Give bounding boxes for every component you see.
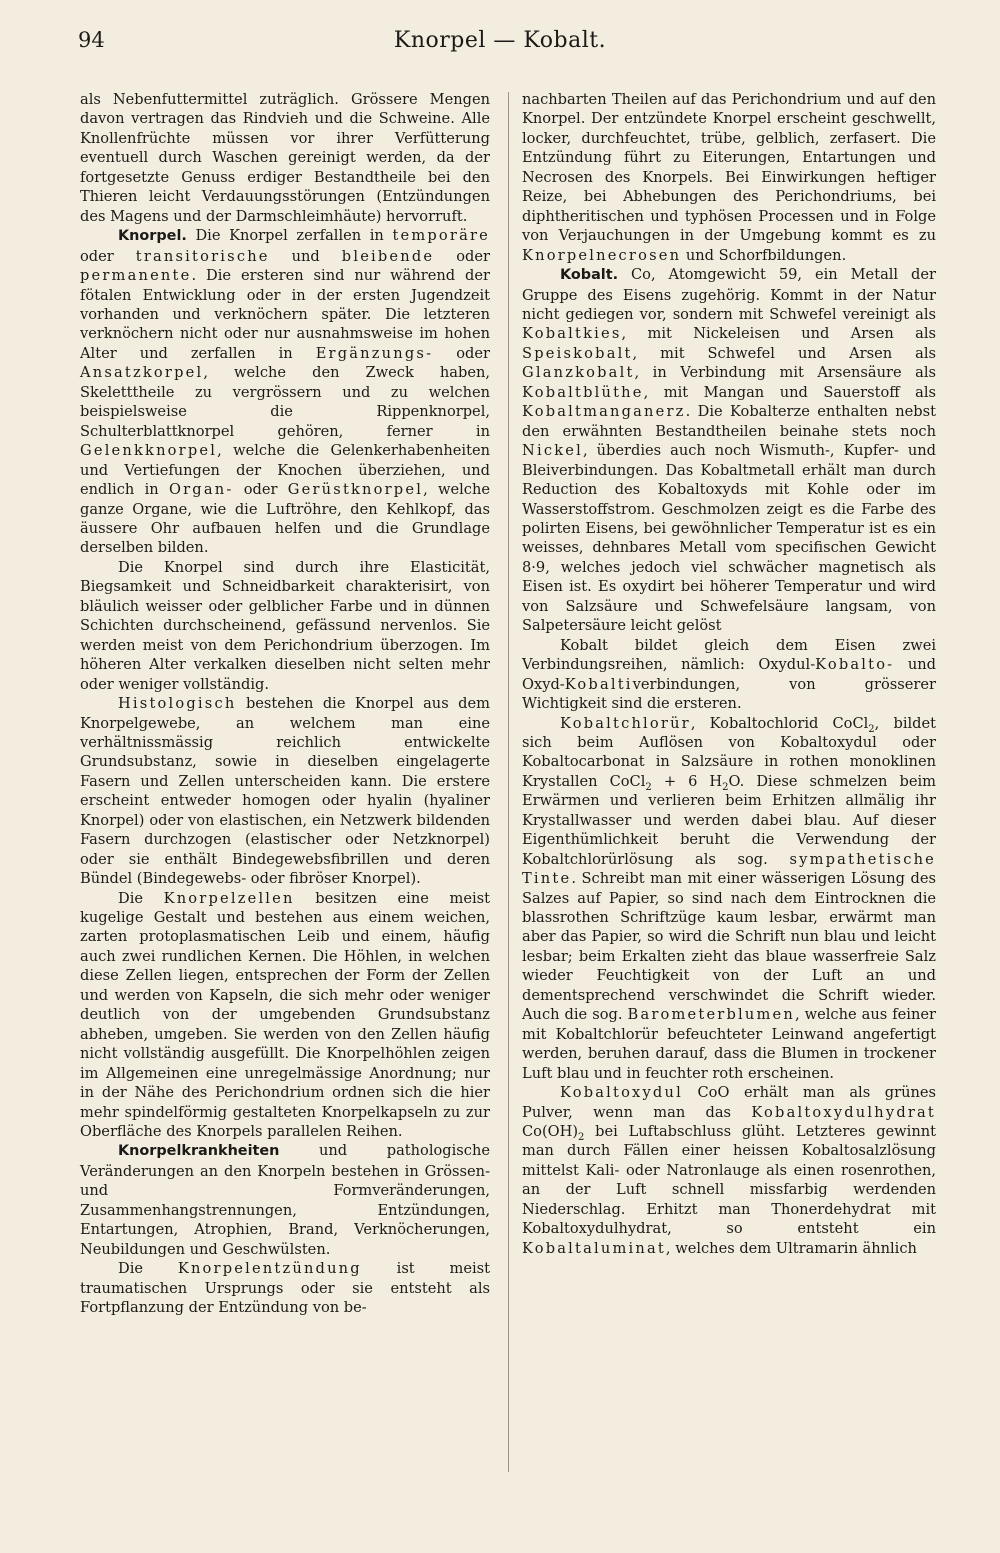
text-run: , in Verbindung mit Arsensäure als — [634, 364, 936, 382]
text-run: CoO erhält man als grünes Pulver, wenn man das — [522, 1084, 936, 1121]
text-run: , welche die Gelenkerhabenheiten und Vertiefungen der Knochen überziehen, und endlich in — [80, 442, 490, 499]
text-run: oder — [433, 344, 490, 362]
text-run: , mit Mangan und Sauerstoff als — [643, 383, 936, 401]
spaced-term: temporäre — [392, 227, 490, 245]
text-run: Die Knorpel zerfallen in — [186, 227, 393, 245]
text-run: Co, Atomgewicht 59, ein Metall der Gruppe des Eisens zugehörig. Kommt in der Natur nicht gediegen vor, sondern mit Schwefel vereinigt als — [522, 266, 936, 323]
spaced-term: transitorische — [135, 247, 270, 265]
spaced-term: Gerüstknorpel — [287, 481, 424, 499]
spaced-term: Kobaltmanganerz — [522, 403, 686, 421]
spaced-term: Nickel — [522, 442, 583, 460]
text-run: , welches dem Ultramarin ähnlich — [665, 1239, 917, 1257]
left-column — [80, 90, 490, 1318]
text-run: , Kobaltochlorid CoCl — [690, 714, 869, 732]
text-run: , welche aus feiner mit Kobaltchlorür befeuchteter Leinwand angefertigt werden, beruhen darauf, dass die Blumen in trockener Luft blau und in feuchter roth erscheinen. — [522, 1006, 936, 1082]
spaced-term: Kobalti — [564, 675, 633, 693]
spaced-term: Gelenkknorpel — [80, 442, 218, 460]
text-run: und Schorfbildungen. — [681, 246, 847, 264]
page-number: 94 — [78, 28, 105, 52]
spaced-term: Knorpelentzündung — [177, 1260, 362, 1278]
text-run: Die — [118, 889, 164, 907]
text-run: , mit Nickeleisen und Arsen als — [621, 325, 936, 343]
spaced-term: Ansatzkorpel — [80, 364, 204, 382]
spaced-term: Kobaltaluminat — [522, 1239, 666, 1257]
text-run: ist meist traumatischen Ursprungs oder sie entsteht als Fortpflanzung der Entzündung von be- — [80, 1260, 490, 1317]
text-run: nachbarten Theilen auf das Perichondrium und auf den Knorpel. Der entzündete Knorpel erscheint geschwellt, locker, durchfeuchtet, trübe, gelblich, zerfasert. Die Entzündung führt zu Eiterungen, Entartungen und Necrosen des Knorpels. Bei Einwirkungen heftiger Reize, bei Abhebungen des Perichondriums, bei diphtheritischen und typhösen Processen und in Folge von Verjauchungen in der Umgebung kommt es zu — [522, 91, 936, 245]
entry-headword: Knorpelkrankheiten — [118, 1143, 280, 1160]
spaced-term: permanente — [80, 267, 192, 285]
spaced-term: sympathetische Tinte — [522, 850, 936, 888]
subscript: 2 — [868, 723, 875, 735]
spaced-term: Glanzkobalt — [522, 364, 635, 382]
spaced-term: bleibende — [341, 247, 435, 265]
entry-headword: Kobalt. — [560, 267, 619, 284]
spaced-term: Kobaltoxydul — [560, 1084, 683, 1102]
text-run: , überdies auch noch Wismuth-, Kupfer- und Bleiverbindungen. Das Kobaltmetall erhält man durch Reduction des Kobaltoxyds mit Kohle oder im Wasserstoffstrom. Geschmolzen zeigt es die Farbe des polirten Eisens, bei gewöhnlicher Temperatur ist es ein weisses, dehnbares Metall vom specifischen Gewicht 8·9, welches jedoch viel schwächer magnetisch als Eisen ist. Es oxydirt bei höherer Temperatur und wird von Salzsäure und Schwefelsäure langsam, von Salpetersäure leicht gelöst — [522, 442, 936, 635]
spaced-term: Kobaltchlorür — [560, 714, 691, 732]
right-column — [522, 90, 936, 1258]
text-run: + 6 H — [651, 772, 723, 790]
text-run: oder — [233, 481, 288, 499]
text-run: und Oxyd- — [522, 656, 936, 693]
spaced-term: Knorpelnecrosen — [522, 246, 682, 264]
subscript: 2 — [578, 1131, 585, 1143]
text-run: O. Diese schmelzen beim Erwärmen und verlieren beim Erhitzen allmälig ihr Krystallwasser und werden dabei blau. Auf dieser Eigenthümlichkeit beruht die Verwendung der Kobaltchlorürlösung als sog. — [522, 772, 936, 868]
spaced-term: Speiskobalt — [522, 344, 633, 362]
text-run: bei Luftabschluss glüht. Letzteres gewinnt man durch Fällen einer heissen Kobaltosalzlösung mittelst Kali- oder Natronlauge als einen rosenrothen, an der Luft schnell missfarbig werdenden Niederschlag. Erhitzt man Thonerdehydrat mit Kobaltoxydulhydrat, so entsteht ein — [522, 1123, 936, 1238]
spaced-term: Histologisch — [118, 695, 237, 713]
paragraph — [522, 714, 936, 1084]
text-run: Die — [118, 1260, 178, 1278]
text-run: oder — [434, 247, 491, 265]
spaced-term: Kobaltkies — [522, 325, 622, 343]
subscript: 2 — [645, 781, 652, 793]
text-run: und — [269, 247, 342, 265]
paragraph — [80, 558, 490, 694]
text-run: besitzen eine meist kugelige Gestalt und bestehen aus einem weichen, zarten protoplasmatischen Leib und einem, häufig auch zwei rundlichen Kernen. Die Höhlen, in welchen diese Zellen liegen, entsprechen der Form der Zellen und werden von Kapseln, die sich mehr oder weniger deutlich von der umgebenden Grundsubstanz abheben, umgeben. Sie werden von den Zellen häufig nicht vollständig ausgefüllt. Die Knorpelhöhlen zeigen im Allgemeinen eine unregelmässige Anordnung; nur in der Nähe des Perichondrium ordnen sich die hier mehr spindelförmig gestalteten Knorpelkapseln zu zur Oberfläche des Knorpels parallelen Reihen. — [80, 889, 490, 1141]
spaced-term: Kobalto- — [815, 656, 895, 674]
text-run: als Nebenfuttermittel zuträglich. Grössere Mengen davon vertragen das Rindvieh und die Schweine. Alle Knollenfrüchte müssen vor ihrer Verfütterung eventuell durch Waschen gereinigt werden, da der fortgesetzte Genuss erdiger Bestandtheile bei den Thieren leicht Verdauungsstörungen (Entzündungen des Magens und der Darmschleimhäute) hervorruft. — [80, 91, 490, 225]
paragraph — [80, 90, 490, 226]
column-divider — [508, 92, 509, 1472]
spaced-term: Ergänzungs- — [315, 344, 434, 362]
entry-kobalt — [522, 265, 936, 636]
text-run: bestehen die Knorpel aus dem Knorpelgewebe, an welchem man eine verhältnissmässig reichlich entwickelte Grundsubstanz, sowie in dieselben eingelagerte Fasern und Zellen unterscheiden kann. Die erstere erscheint entweder homogen oder hyalin (hyaliner Knorpel) oder von elastischen, ein Netzwerk bildenden Fasern durchzogen (elastischer oder Netzknorpel) oder sie enthält Bindegewebsfibrillen und deren Bündel (Bindegewebs- oder fibröser Knorpel). — [80, 695, 490, 888]
text-run: Co(OH) — [522, 1123, 579, 1141]
spaced-term: Organ- — [168, 481, 234, 499]
text-run: . Schreibt man mit einer wässerigen Lösung des Salzes auf Papier, so sind nach dem Eintrocknen die blassrothen Schriftzüge kaum lesbar, erwärmt man aber das Papier, so wird die Schrift nun blau und leicht lesbar; beim Erkalten zieht das blaue wasserfreie Salz wieder Feuchtigkeit von der Luft an und dementsprechend verschwindet die Schrift wieder. Auch die sog. — [522, 870, 936, 1024]
text-run: verbindungen, von grösserer Wichtigkeit sind die ersteren. — [522, 675, 936, 713]
subscript: 2 — [722, 781, 729, 793]
spaced-term: Kobaltblüthe — [522, 383, 644, 401]
spaced-term: Knorpelzellen — [163, 889, 295, 907]
paragraph — [522, 636, 936, 714]
paragraph — [80, 694, 490, 889]
text-run: , mit Schwefel und Arsen als — [632, 344, 936, 362]
spaced-term: Kobaltoxydulhydrat — [751, 1103, 936, 1121]
entry-knorpel — [80, 226, 490, 558]
text-run: , bildet sich beim Auflösen von Kobaltoxydul oder Kobaltocarbonat in Salzsäure in rothen monoklinen Krystallen CoCl — [522, 714, 936, 790]
text-run: und pathologische Veränderungen an den Knorpeln bestehen in Grössen- und Formveränderungen, Zusammenhangstrennungen, Entzündungen, Entartungen, Atrophien, Brand, Verknöcherungen, Neubildungen und Geschwülsten. — [80, 1142, 490, 1258]
entry-knorpelkrankheiten — [80, 1141, 490, 1259]
paragraph — [522, 90, 936, 265]
text-run: Kobalt bildet gleich dem Eisen zwei Verbindungsreihen, nämlich: Oxydul- — [522, 636, 936, 674]
entry-headword: Knorpel. — [118, 228, 187, 245]
text-run: , welche den Zweck haben, Skeletttheile zu vergrössern und zu welchen beispielsweise die Rippenknorpel, Schulterblattknorpel gehören, ferner in — [80, 364, 490, 440]
text-run: . Die ersteren sind nur während der fötalen Entwicklung oder in der ersten Jugendzeit vorhanden und verknöchern später. Die letzteren verknöchern nicht oder nur ausnahmsweise im hohen Alter und zerfallen in — [80, 267, 490, 362]
text-run: . Die Kobalterze enthalten nebst den erwähnten Bestandtheilen beinahe stets noch — [522, 403, 936, 440]
text-run: , welche ganze Organe, wie die Luftröhre, den Kehlkopf, das äussere Ohr aufbauen helfen und die Grundlage derselben bilden. — [80, 481, 490, 557]
paragraph — [522, 1083, 936, 1258]
text-run: oder — [80, 247, 136, 265]
paragraph — [80, 889, 490, 1142]
running-head: Knorpel — Kobalt. — [393, 28, 607, 53]
paragraph — [80, 1259, 490, 1317]
spaced-term: Barometerblumen — [627, 1006, 795, 1024]
text-run: Die Knorpel sind durch ihre Elasticität, Biegsamkeit und Schneidbarkeit charakterisirt, von bläulich weisser oder gelblicher Farbe und in dünnen Schichten durchscheinend, gefässund nervenlos. Sie werden meist von dem Perichondrium überzogen. Im höheren Alter verkalken dieselben nicht selten mehr oder weniger vollständig. — [80, 558, 490, 693]
